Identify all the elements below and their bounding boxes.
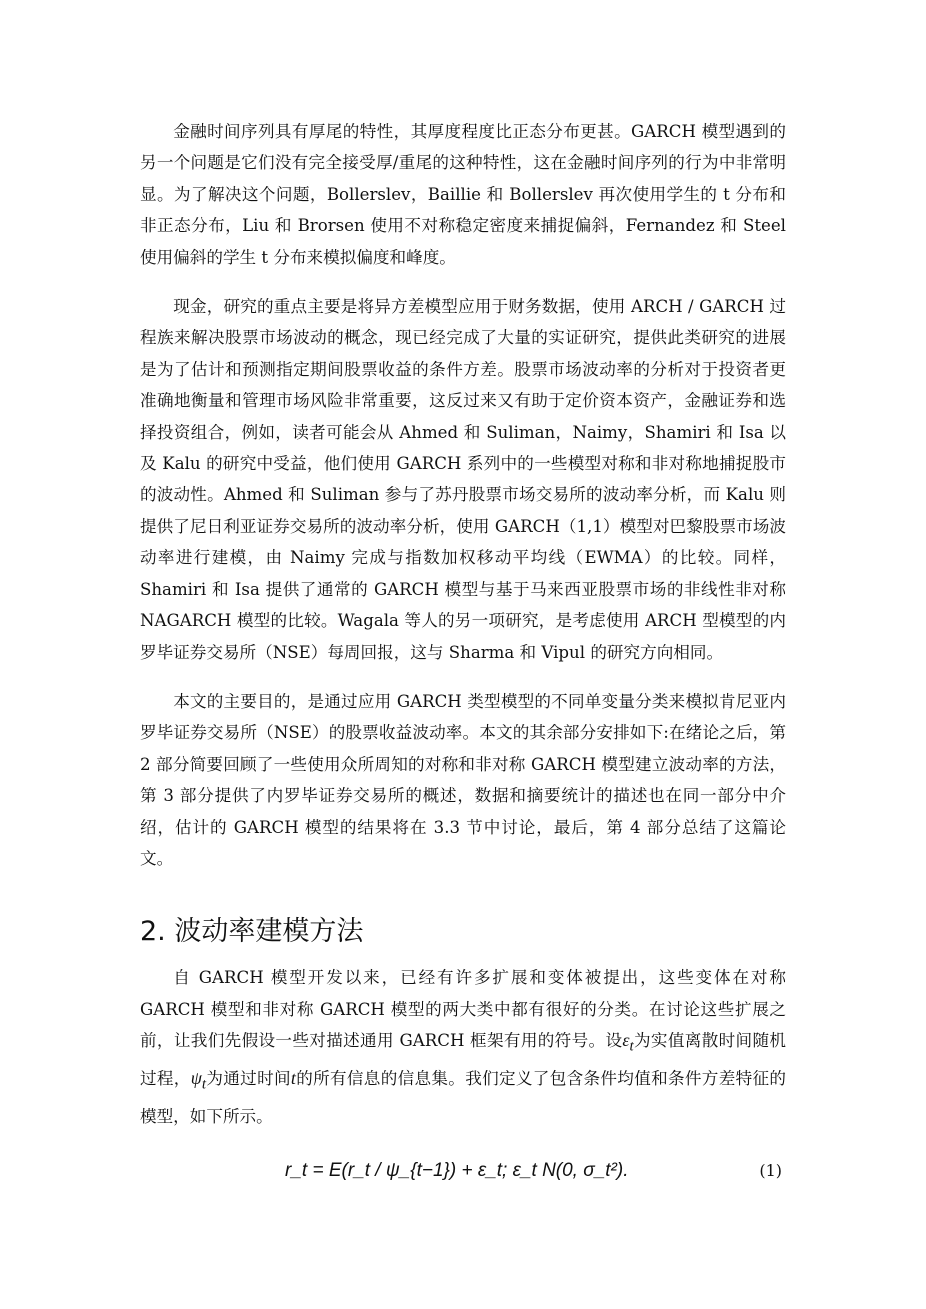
psi-subscript: t [201,1076,207,1093]
psi-glyph: ψ [190,1068,202,1089]
time-symbol: t [290,1068,296,1089]
psi-symbol [190,1068,207,1093]
intro-text-3: 为通过时间 [206,1069,291,1089]
paragraph-empirical-studies: 现金，研究的重点主要是将异方差模型应用于财务数据，使用 ARCH / GARCH 过程族来解决股票市场波动的概念，现已经完成了大量的实证研究，提供此类研究的进展是为了估计和预测指定期间股票收益的条件方差。股票市场波动率的分析对于投资者更准确地衡量和管理市场风险非常重要，这反过来又有助于定价资本资产，金融证券和选择投资组合，例如，读者可能会从 Ahmed 和 Suliman，Naimy，Shamiri 和 Isa 以及 Kalu 的研究中受益，他们使用 GARCH 系列中的一些模型对称和非对称地捕捉股市的波动性。Ahmed 和 Suliman 参与了苏丹股票市场交易所的波动率分析，而 Kalu 则提供了尼日利亚证券交易所的波动率分析，使用 GARCH（1,1）模型对巴黎股票市场波动率进行建模，由 Naimy 完成与指数加权移动平均线（EWMA）的比较。同样，Shamiri 和 Isa 提供了通常的 GARCH 模型与基于马来西亚股票市场的非线性非对称 NAGARCH 模型的比较。Wagala 等人的另一项研究，是考虑使用 ARCH 型模型的内罗毕证券交易所（NSE）每周回报，这与 Sharma 和 Vipul 的研究方向相同。 [140,297,786,662]
paragraph-section-intro [140,962,786,1132]
intro-text-4: 的所有信息的信息集。我们定义了包含条件均值和条件方差特征的模型，如下所示。 [140,1069,787,1127]
equation-number: (1) [759,1160,782,1180]
epsilon-symbol [622,1030,634,1055]
epsilon-subscript: t [629,1038,634,1055]
paragraph-heavy-tails: 金融时间序列具有厚尾的特性，其厚度程度比正态分布更甚。GARCH 模型遇到的另一个问题是它们没有完全接受厚/重尾的这种特性，这在金融时间序列的行为中非常明显。为了解决这个问题，Bollerslev，Baillie 和 Bollerslev 再次使用学生的 t 分布和非正态分布，Liu 和 Brorsen 使用不对称稳定密度来捕捉偏斜，Fernandez 和 Steel 使用偏斜的学生 t 分布来模拟偏度和峰度。 [140,122,786,267]
epsilon-glyph: ε [622,1030,630,1051]
equation-body: r_t = E(r_t / ψ_{t−1}) + ε_t; ε_t N(0, σ_t²). [285,1159,629,1181]
intro-text-2: 为实值离散时间随机过程， [140,1031,787,1089]
equation-1 [140,1151,786,1191]
paragraph-paper-objective: 本文的主要目的，是通过应用 GARCH 类型模型的不同单变量分类来模拟肯尼亚内罗毕证券交易所（NSE）的股票收益波动率。本文的其余部分安排如下:在绪论之后，第 2 部分简要回顾了一些使用众所周知的对称和非对称 GARCH 模型建立波动率的方法， 第 3 部分提供了内罗毕证券交易所的概述，数据和摘要统计的描述也在同一部分中介绍，估计的 GARCH 模型的结果将在 3.3 节中讨论，最后，第 4 部分总结了这篇论文。 [140,691,786,868]
intro-text-1: 自 GARCH 模型开发以来，已经有许多扩展和变体被提出，这些变体在对称 GARCH 模型和非对称 GARCH 模型的两大类中都有很好的分类。在讨论这些扩展之前，让我们先假设一些对描述通用 GARCH 框架有用的符号。设 [140,968,786,1051]
section-title: 2. 波动率建模方法 [140,916,364,948]
